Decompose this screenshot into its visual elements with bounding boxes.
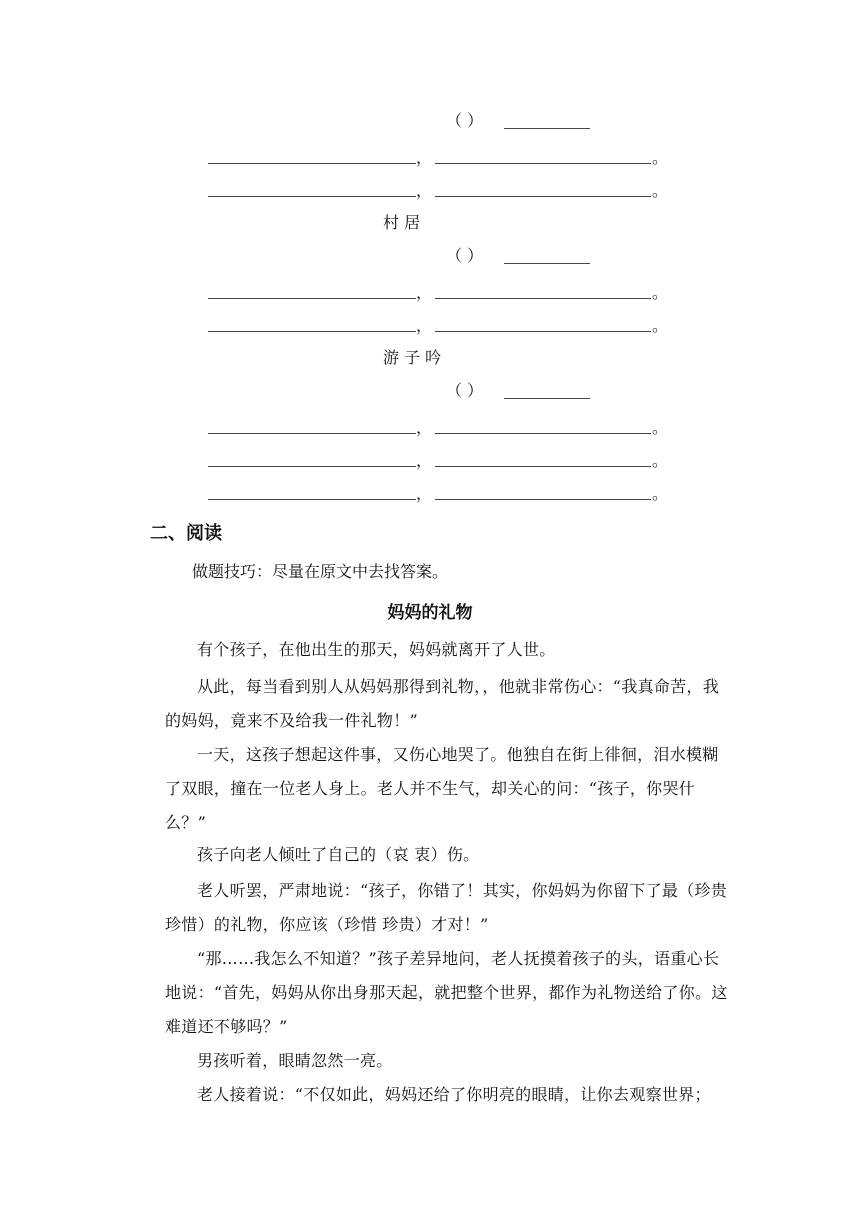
poem-author-paren: （ ） bbox=[446, 111, 484, 130]
period: 。 bbox=[652, 484, 669, 503]
author-blank[interactable] bbox=[504, 398, 590, 399]
poem-line-blank[interactable] bbox=[208, 499, 416, 500]
author-blank[interactable] bbox=[504, 128, 590, 129]
period: 。 bbox=[652, 418, 669, 437]
comma: ， bbox=[416, 451, 433, 470]
comma: ， bbox=[416, 484, 433, 503]
comma: ， bbox=[416, 418, 433, 437]
section-heading: 二、阅读 bbox=[150, 523, 222, 544]
poem-line-blank[interactable] bbox=[208, 331, 416, 332]
poem-line-blank[interactable] bbox=[208, 466, 416, 467]
comma: ， bbox=[416, 316, 433, 335]
story-paragraph: 一天，这孩子想起这件事，又伤心地哭了。他独自在街上徘徊，泪水模糊了双眼，撞在一位老人身上。老人并不生气，却关心的问：“孩子，你哭什么？” bbox=[165, 745, 719, 832]
comma: ， bbox=[416, 148, 433, 167]
poem-line-blank[interactable] bbox=[435, 331, 651, 332]
poem-line-blank[interactable] bbox=[435, 298, 651, 299]
period: 。 bbox=[652, 451, 669, 470]
poem-author-paren: （ ） bbox=[446, 246, 484, 265]
poem-line-blank[interactable] bbox=[435, 163, 651, 164]
period: 。 bbox=[652, 316, 669, 335]
story-paragraph: 孩子向老人倾吐了自己的（哀 衷）伤。 bbox=[197, 845, 480, 864]
story-title: 妈妈的礼物 bbox=[387, 603, 473, 623]
poem-title: 游 子 吟 bbox=[383, 348, 442, 367]
story-paragraph: 男孩听着，眼睛忽然一亮。 bbox=[197, 1051, 393, 1070]
poem-line-blank[interactable] bbox=[435, 196, 651, 197]
poem-line-blank[interactable] bbox=[435, 466, 651, 467]
poem-author-paren: （ ） bbox=[446, 381, 484, 400]
poem-line-blank[interactable] bbox=[208, 433, 416, 434]
story-paragraph: 老人听罢，严肃地说：“孩子，你错了！其实，你妈妈为你留下了最（珍贵 珍惜）的礼物，你应该（珍惜 珍贵）才对！” bbox=[165, 881, 728, 934]
tip-text: 做题技巧：尽量在原文中去找答案。 bbox=[192, 562, 449, 581]
poem-line-blank[interactable] bbox=[435, 499, 651, 500]
story-paragraph: “那……我怎么不知道？”孩子差异地问，老人抚摸着孩子的头，语重心长地说：“首先，妈妈从你出身那天起，就把整个世界，都作为礼物送给了你。这难道还不够吗？” bbox=[165, 949, 728, 1036]
poem-line-blank[interactable] bbox=[435, 433, 651, 434]
author-blank[interactable] bbox=[504, 263, 590, 264]
poem-title: 村 居 bbox=[383, 213, 421, 232]
story-paragraph: 老人接着说：“不仅如此，妈妈还给了你明亮的眼睛，让你去观察世界； bbox=[197, 1085, 711, 1104]
comma: ， bbox=[416, 181, 433, 200]
story-paragraph: 从此，每当看到别人从妈妈那得到礼物，，他就非常伤心：“我真命苦，我的妈妈，竟来不及给我一件礼物！” bbox=[165, 677, 720, 730]
poem-line-blank[interactable] bbox=[208, 196, 416, 197]
poem-line-blank[interactable] bbox=[208, 163, 416, 164]
poem-line-blank[interactable] bbox=[208, 298, 416, 299]
period: 。 bbox=[652, 148, 669, 167]
period: 。 bbox=[652, 181, 669, 200]
period: 。 bbox=[652, 283, 669, 302]
story-paragraph: 有个孩子，在他出生的那天，妈妈就离开了人世。 bbox=[197, 640, 556, 659]
comma: ， bbox=[416, 283, 433, 302]
